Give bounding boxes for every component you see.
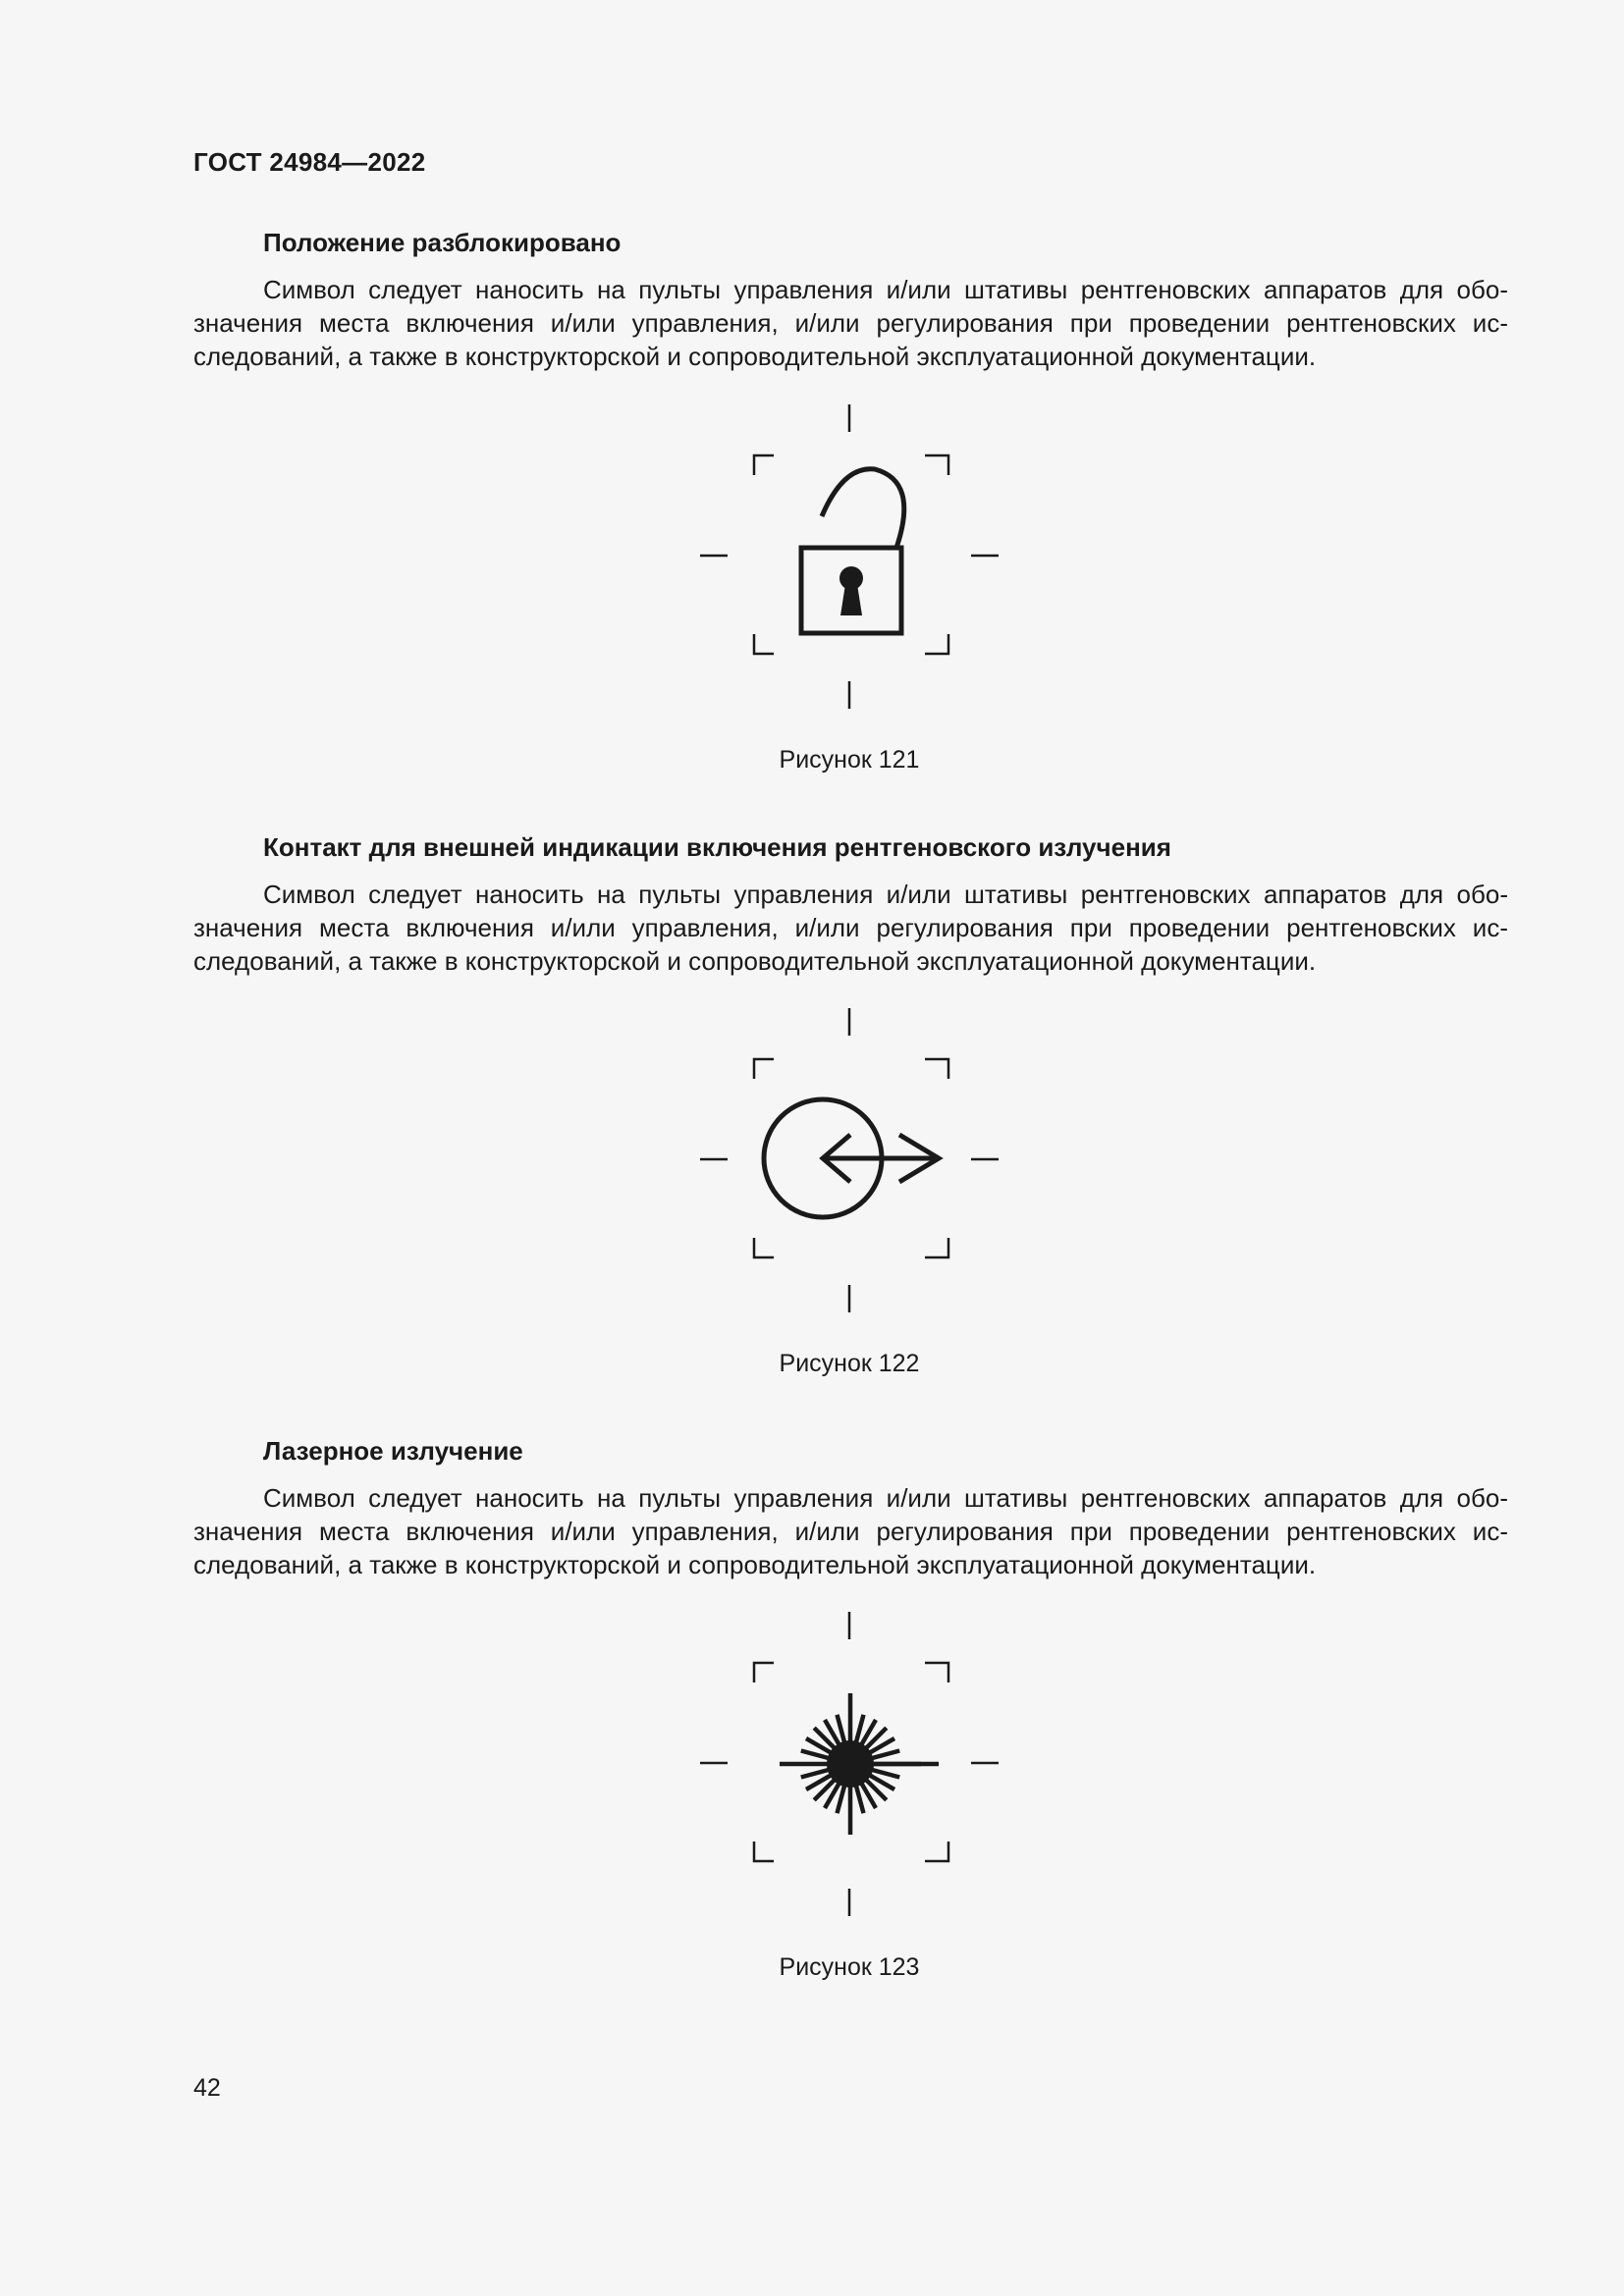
paragraph-line: следований, а также в конструкторской и сопроводительной эксплуатационной документации. [193,946,1317,976]
figure-caption: Рисунок 123 [779,1953,920,1981]
unlocked-padlock-icon [688,400,1012,724]
external-indication-contact-icon [688,1004,1012,1328]
section-paragraph-laser [193,1481,1508,1581]
figure-unlocked [688,400,1012,724]
paragraph-line: значения места включения и/или управления, и/или регулирования при проведении рентгеновских ис- [193,1517,1508,1546]
figure-caption: Рисунок 121 [779,746,920,774]
laser-radiation-icon [688,1608,1012,1932]
figure-laser [688,1608,1012,1932]
paragraph-line: Символ следует наносить на пульты управления и/или штативы рентгеновских аппаратов для обо- [263,880,1508,909]
section-title-contact: Контакт для внешней индикации включения рентгеновского излучения [263,832,1171,862]
document-code: ГОСТ 24984—2022 [193,147,426,177]
section-paragraph-contact [193,878,1508,978]
paragraph-line: Символ следует наносить на пульты управления и/или штативы рентгеновских аппаратов для обо- [263,1483,1508,1513]
section-title-unlocked: Положение разблокировано [263,228,622,257]
paragraph-line: следований, а также в конструкторской и сопроводительной эксплуатационной документации. [193,1550,1317,1579]
paragraph-line: следований, а также в конструкторской и сопроводительной эксплуатационной документации. [193,342,1317,371]
paragraph-line: значения места включения и/или управления, и/или регулирования при проведении рентгеновских ис- [193,913,1508,942]
section-paragraph-unlocked [193,273,1508,373]
figure-caption: Рисунок 122 [779,1350,920,1377]
paragraph-line: значения места включения и/или управления, и/или регулирования при проведении рентгеновских ис- [193,308,1508,338]
paragraph-line: Символ следует наносить на пульты управления и/или штативы рентгеновских аппаратов для обо- [263,275,1508,304]
page-number: 42 [193,2074,221,2102]
figure-contact [688,1004,1012,1328]
section-title-laser: Лазерное излучение [263,1436,523,1466]
